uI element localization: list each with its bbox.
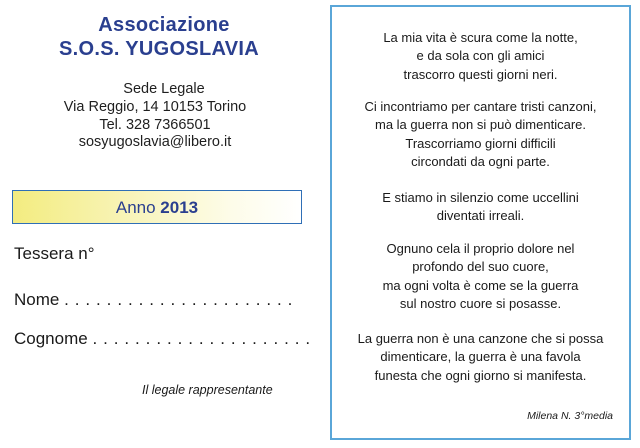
tessera-label: Tessera n° bbox=[14, 244, 95, 263]
poem-line: Ognuno cela il proprio dolore nel bbox=[386, 241, 575, 256]
association-name-line1: Associazione bbox=[98, 14, 230, 36]
nome-label: Nome bbox=[14, 290, 60, 309]
poem-stanza bbox=[332, 330, 629, 385]
poem-line: e da sola con gli amici bbox=[416, 48, 545, 64]
poem-line: La mia vita è scura come la notte, bbox=[383, 30, 578, 45]
poem-line: trascorro questi giorni neri. bbox=[403, 66, 558, 82]
poem-stanza bbox=[332, 98, 629, 171]
year-label-text: Anno bbox=[115, 198, 156, 217]
poem-line: Ci incontriamo per cantare tristi canzoni, bbox=[364, 99, 597, 114]
tessera-field bbox=[14, 244, 95, 264]
nome-field bbox=[14, 290, 293, 310]
poem-box bbox=[330, 5, 631, 440]
card-front bbox=[0, 0, 318, 448]
year-box bbox=[12, 190, 302, 224]
poem-line: ma la guerra non si può dimenticare. bbox=[374, 117, 586, 133]
poem-line: circondati da ogni parte. bbox=[411, 153, 550, 169]
poem-line: diventati irreali. bbox=[436, 208, 525, 224]
poem-line: funesta che ogni giorno si manifesta. bbox=[374, 367, 587, 383]
signature-label: Il legale rappresentante bbox=[142, 383, 273, 397]
address-line: Via Reggio, 14 10153 Torino bbox=[63, 99, 247, 115]
poem-line: Trascorriamo giorni difficili bbox=[405, 135, 556, 151]
poem-line: ma ogni volta è come se la guerra bbox=[382, 277, 579, 293]
cognome-label: Cognome bbox=[14, 329, 88, 348]
cognome-dots: . . . . . . . . . . . . . . . . . . . . . bbox=[92, 329, 311, 348]
year-value: 2013 bbox=[160, 198, 199, 217]
poem-stanza bbox=[332, 240, 629, 313]
phone-line: Tel. 328 7366501 bbox=[99, 117, 211, 133]
poem-stanza bbox=[332, 189, 629, 226]
association-name-line2: S.O.S. YUGOSLAVIA bbox=[59, 38, 259, 60]
poem-author: Milena N. 3°media bbox=[527, 410, 613, 422]
poem-line: sul nostro cuore si posasse. bbox=[399, 295, 562, 311]
poem-line: E stiamo in silenzio come uccellini bbox=[382, 190, 579, 205]
poem-stanza bbox=[332, 29, 629, 84]
cognome-field bbox=[14, 329, 311, 349]
nome-dots: . . . . . . . . . . . . . . . . . . . . . . bbox=[64, 290, 293, 309]
email-line: sosyugoslavia@libero.it bbox=[78, 134, 232, 150]
poem-line: La guerra non è una canzone che si possa bbox=[357, 331, 604, 346]
year-label bbox=[13, 198, 301, 218]
poem-line: dimenticare, la guerra è una favola bbox=[380, 349, 581, 365]
address-line: Sede Legale bbox=[123, 81, 205, 97]
poem-line: profondo del suo cuore, bbox=[412, 259, 549, 275]
